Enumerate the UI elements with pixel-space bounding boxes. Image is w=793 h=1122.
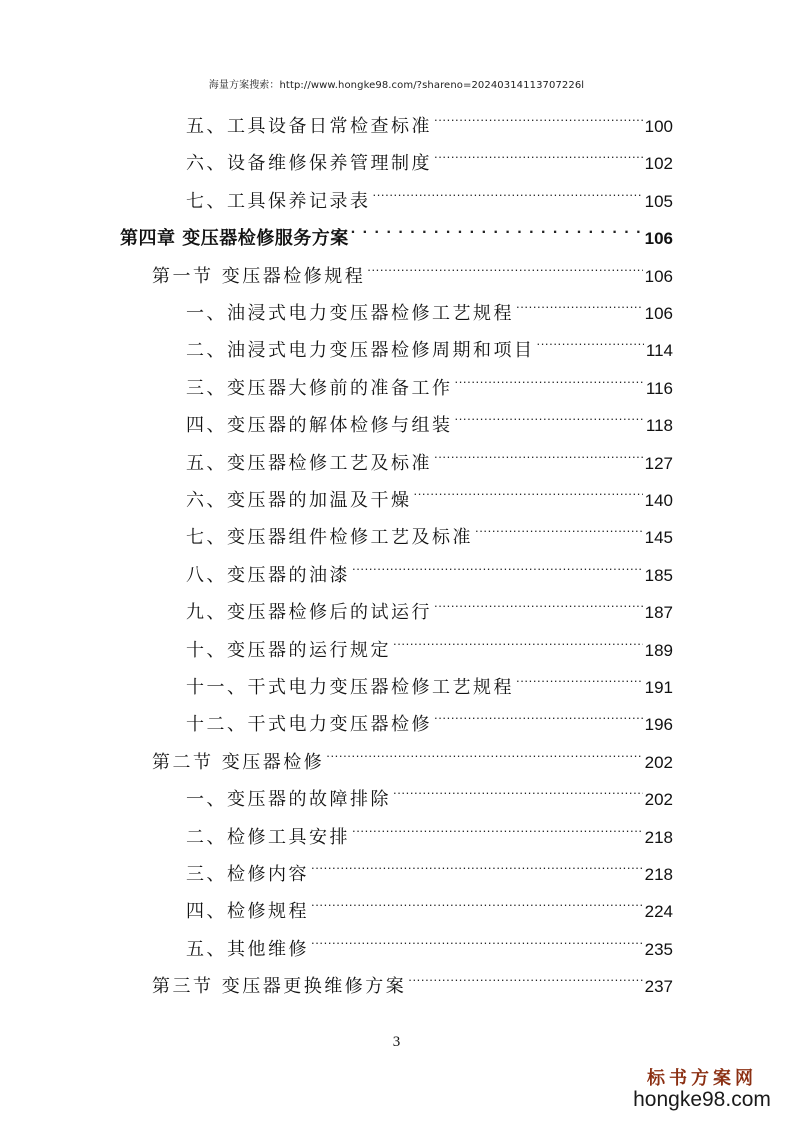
toc-entry-title: 第三节 变压器更换维修方案 bbox=[152, 976, 407, 997]
toc-entry-title: 第二节 变压器检修 bbox=[152, 752, 325, 773]
toc-entry-title: 七、变压器组件检修工艺及标准 bbox=[186, 527, 473, 548]
toc-dot-leader bbox=[311, 893, 643, 917]
toc-entry-page: 196 bbox=[644, 715, 673, 734]
toc-dot-leader bbox=[352, 819, 643, 843]
toc-entry-page: 235 bbox=[644, 940, 673, 959]
toc-entry[interactable] bbox=[186, 332, 673, 361]
toc-chapter-entry[interactable] bbox=[120, 220, 673, 249]
toc-entry[interactable] bbox=[186, 482, 673, 511]
toc-dot-leader bbox=[414, 482, 643, 506]
toc-entry-title: 七、工具保养记录表 bbox=[186, 191, 371, 212]
toc-entry[interactable] bbox=[186, 931, 673, 960]
toc-entry-title: 五、工具设备日常检查标准 bbox=[186, 116, 432, 137]
toc-dot-leader bbox=[455, 407, 644, 431]
toc-entry[interactable] bbox=[186, 856, 673, 885]
toc-entry-page: 105 bbox=[644, 192, 673, 211]
watermark-title: 标书方案网 bbox=[647, 1068, 757, 1089]
toc-entry[interactable] bbox=[186, 557, 673, 586]
toc-entry-page: 218 bbox=[644, 828, 673, 847]
toc-entry-page: 116 bbox=[645, 379, 673, 398]
toc-entry-title: 八、变压器的油漆 bbox=[186, 565, 350, 586]
toc-entry[interactable] bbox=[186, 407, 673, 436]
toc-section-entry[interactable] bbox=[152, 744, 673, 773]
toc-entry-title: 二、检修工具安排 bbox=[186, 827, 350, 848]
toc-entry-page: 187 bbox=[644, 603, 673, 622]
toc-entry-page: 202 bbox=[644, 790, 673, 809]
toc-entry-title: 一、变压器的故障排除 bbox=[186, 789, 391, 810]
toc-dot-leader bbox=[351, 220, 643, 244]
toc-entry[interactable] bbox=[186, 893, 673, 922]
toc-dot-leader bbox=[408, 968, 642, 992]
toc-entry-page: 102 bbox=[644, 154, 673, 173]
toc-dot-leader bbox=[434, 445, 643, 469]
page-header-url: 海量方案搜索：http://www.hongke98.com/?shareno=20240314113707226l bbox=[208, 80, 585, 91]
toc-entry-title: 三、检修内容 bbox=[186, 864, 309, 885]
toc-dot-leader bbox=[352, 557, 643, 581]
toc-entry-title: 三、变压器大修前的准备工作 bbox=[186, 378, 453, 399]
watermark-domain: hongke98.com bbox=[633, 1088, 771, 1111]
toc-entry-page: 106 bbox=[644, 267, 673, 286]
toc-entry-page: 191 bbox=[644, 678, 673, 697]
toc-entry-page: 140 bbox=[644, 491, 673, 510]
toc-dot-leader bbox=[434, 594, 643, 618]
toc-dot-leader bbox=[393, 632, 643, 656]
toc-entry-page: 185 bbox=[644, 566, 673, 585]
toc-section-entry[interactable] bbox=[152, 968, 673, 997]
toc-dot-leader bbox=[393, 781, 643, 805]
toc-entry-title: 六、变压器的加温及干燥 bbox=[186, 490, 412, 511]
toc-entry-title: 五、其他维修 bbox=[186, 939, 309, 960]
toc-entry-page: 189 bbox=[644, 641, 673, 660]
toc-entry-title: 四、检修规程 bbox=[186, 901, 309, 922]
toc-entry-page: 145 bbox=[644, 528, 673, 547]
toc-entry[interactable] bbox=[186, 445, 673, 474]
toc-entry-page: 118 bbox=[645, 416, 673, 435]
toc-dot-leader bbox=[434, 706, 643, 730]
toc-entry-page: 114 bbox=[645, 341, 673, 360]
toc-entry-title: 第四章 变压器检修服务方案 bbox=[120, 228, 349, 249]
toc-entry[interactable] bbox=[186, 295, 673, 324]
toc-entry-title: 五、变压器检修工艺及标准 bbox=[186, 453, 432, 474]
toc-dot-leader bbox=[311, 931, 643, 955]
toc-section-entry[interactable] bbox=[152, 258, 673, 287]
toc-entry-title: 九、变压器检修后的试运行 bbox=[186, 602, 432, 623]
toc-dot-leader bbox=[516, 295, 643, 319]
toc-entry[interactable] bbox=[186, 370, 673, 399]
toc-entry-title: 六、设备维修保养管理制度 bbox=[186, 153, 432, 174]
toc-entry[interactable] bbox=[186, 781, 673, 810]
toc-dot-leader bbox=[434, 108, 643, 132]
toc-entry-title: 四、变压器的解体检修与组装 bbox=[186, 415, 453, 436]
toc-entry-title: 二、油浸式电力变压器检修周期和项目 bbox=[186, 340, 535, 361]
toc-entry-page: 237 bbox=[644, 977, 673, 996]
toc-dot-leader bbox=[455, 370, 644, 394]
toc-entry-page: 100 bbox=[644, 117, 673, 136]
toc-dot-leader bbox=[311, 856, 643, 880]
toc-entry-title: 十、变压器的运行规定 bbox=[186, 640, 391, 661]
toc-entry[interactable] bbox=[186, 669, 673, 698]
toc-entry-page: 106 bbox=[644, 229, 673, 248]
toc-entry[interactable] bbox=[186, 519, 673, 548]
toc-entry[interactable] bbox=[186, 706, 673, 735]
watermark-logo bbox=[627, 1064, 777, 1112]
toc-dot-leader bbox=[326, 744, 642, 768]
toc-entry-page: 106 bbox=[644, 304, 673, 323]
toc-dot-leader bbox=[537, 332, 644, 356]
toc-entry-page: 218 bbox=[644, 865, 673, 884]
toc-entry[interactable] bbox=[186, 594, 673, 623]
toc-entry-title: 十一、干式电力变压器检修工艺规程 bbox=[186, 677, 514, 698]
toc-dot-leader bbox=[434, 145, 643, 169]
toc-entry-title: 一、油浸式电力变压器检修工艺规程 bbox=[186, 303, 514, 324]
toc-entry[interactable] bbox=[186, 819, 673, 848]
page-number: 3 bbox=[392, 1034, 401, 1050]
toc-entry-page: 127 bbox=[644, 454, 673, 473]
toc-dot-leader bbox=[475, 519, 643, 543]
toc-dot-leader bbox=[367, 258, 642, 282]
toc-entry[interactable] bbox=[186, 183, 673, 212]
toc-dot-leader bbox=[373, 183, 643, 207]
toc-entry[interactable] bbox=[186, 108, 673, 137]
toc-entry-page: 224 bbox=[644, 902, 673, 921]
toc-entry[interactable] bbox=[186, 632, 673, 661]
toc-dot-leader bbox=[516, 669, 643, 693]
toc-entry-page: 202 bbox=[644, 753, 673, 772]
toc-entry-title: 第一节 变压器检修规程 bbox=[152, 266, 366, 287]
toc-entry-title: 十二、干式电力变压器检修 bbox=[186, 714, 432, 735]
toc-entry[interactable] bbox=[186, 145, 673, 174]
